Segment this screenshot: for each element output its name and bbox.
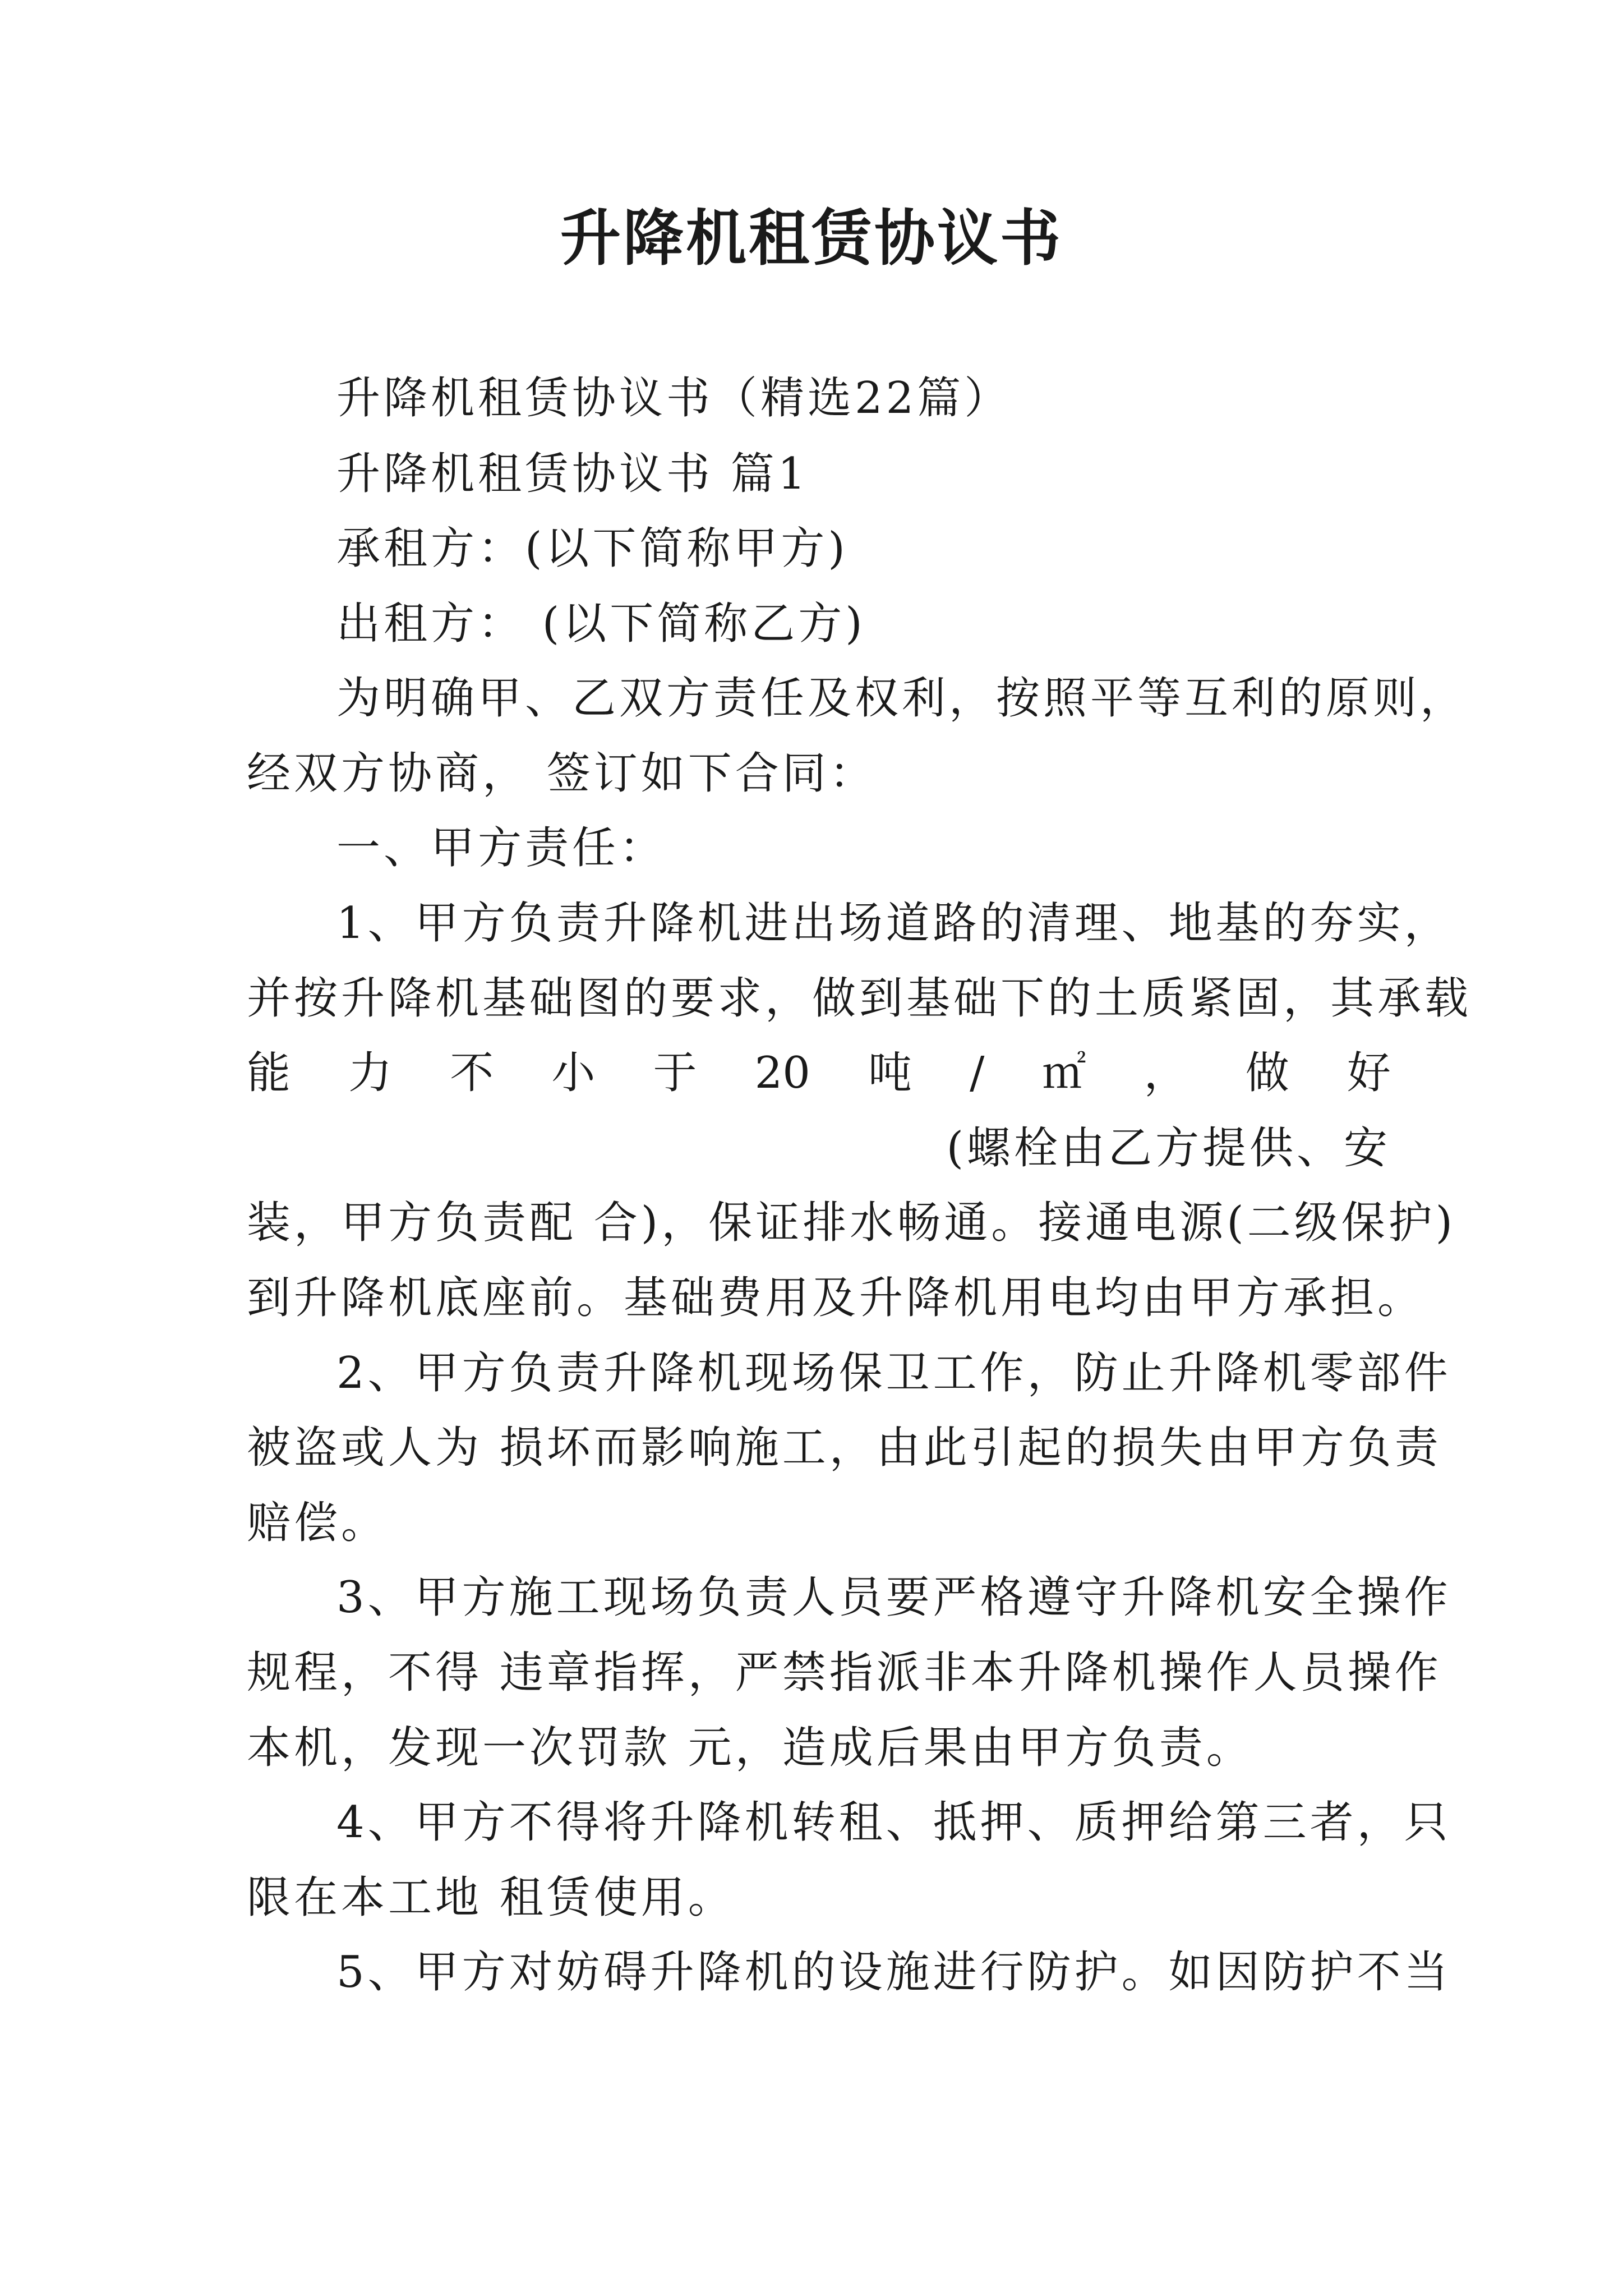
paragraph-line: 为明确甲、乙双方责任及权利，按照平等互利的原则，	[336, 673, 1468, 724]
spaced-char: 20	[754, 1048, 810, 1098]
spaced-char: ㎡	[1042, 1048, 1086, 1098]
paragraph-line: 5、甲方对妨碍升降机的设施进行防护。如因防护不当	[336, 1947, 1451, 1998]
party-b-line: 出租方： (以下简称乙方)	[336, 599, 866, 649]
spaced-char: 力	[348, 1048, 393, 1098]
paragraph-line: 规程，不得 违章指挥，严禁指派非本升降机操作人员操作	[247, 1648, 1442, 1698]
paragraph-line: 4、甲方不得将升降机转租、抵押、质押给第三者，只	[336, 1797, 1451, 1848]
spaced-char: 于	[653, 1048, 697, 1098]
spaced-char: ，	[1144, 1048, 1188, 1098]
paragraph-line: (螺栓由乙方提供、安	[946, 1123, 1391, 1174]
paragraph-line: 限在本工地 租赁使用。	[247, 1872, 735, 1923]
subtitle-line: 升降机租赁协议书（精选22篇）	[336, 373, 1012, 424]
paragraph-line: 并按升降机基础图的要求，做到基础下的土质紧固，其承载	[247, 973, 1472, 1024]
paragraph-line: 经双方协商， 签订如下合同：	[247, 748, 877, 799]
document-title: 升降机租赁协议书	[560, 203, 1063, 274]
spaced-char: 吨	[868, 1048, 912, 1098]
spaced-char: 做	[1245, 1048, 1289, 1098]
section-heading: 升降机租赁协议书 篇1	[336, 449, 809, 499]
spaced-char: 能	[247, 1048, 291, 1098]
spaced-char: /	[970, 1048, 985, 1098]
paragraph-line: 赔偿。	[247, 1498, 389, 1548]
spaced-line	[247, 1045, 1391, 1101]
spaced-char: 小	[551, 1048, 596, 1098]
paragraph-line: 本机，发现一次罚款 元，造成后果由甲方负责。	[247, 1723, 1253, 1773]
paragraph-line: 装，甲方负责配 合)，保证排水畅通。接通电源(二级保护)	[247, 1198, 1456, 1248]
clause-heading: 一、甲方责任：	[336, 823, 667, 873]
paragraph-line: 2、甲方负责升降机现场保卫工作，防止升降机零部件	[336, 1348, 1451, 1398]
paragraph-line: 被盗或人为 损坏而影响施工，由此引起的损失由甲方负责	[247, 1423, 1442, 1473]
paragraph-line: 3、甲方施工现场负责人员要严格遵守升降机安全操作	[336, 1572, 1451, 1623]
spaced-char: 好	[1347, 1048, 1391, 1098]
paragraph-line: 1、甲方负责升降机进出场道路的清理、地基的夯实，	[336, 898, 1451, 949]
paragraph-line: 到升降机底座前。基础费用及升降机用电均由甲方承担。	[247, 1273, 1425, 1323]
party-a-line: 承租方：(以下简称甲方)	[336, 523, 849, 574]
spaced-char: 不	[450, 1048, 494, 1098]
